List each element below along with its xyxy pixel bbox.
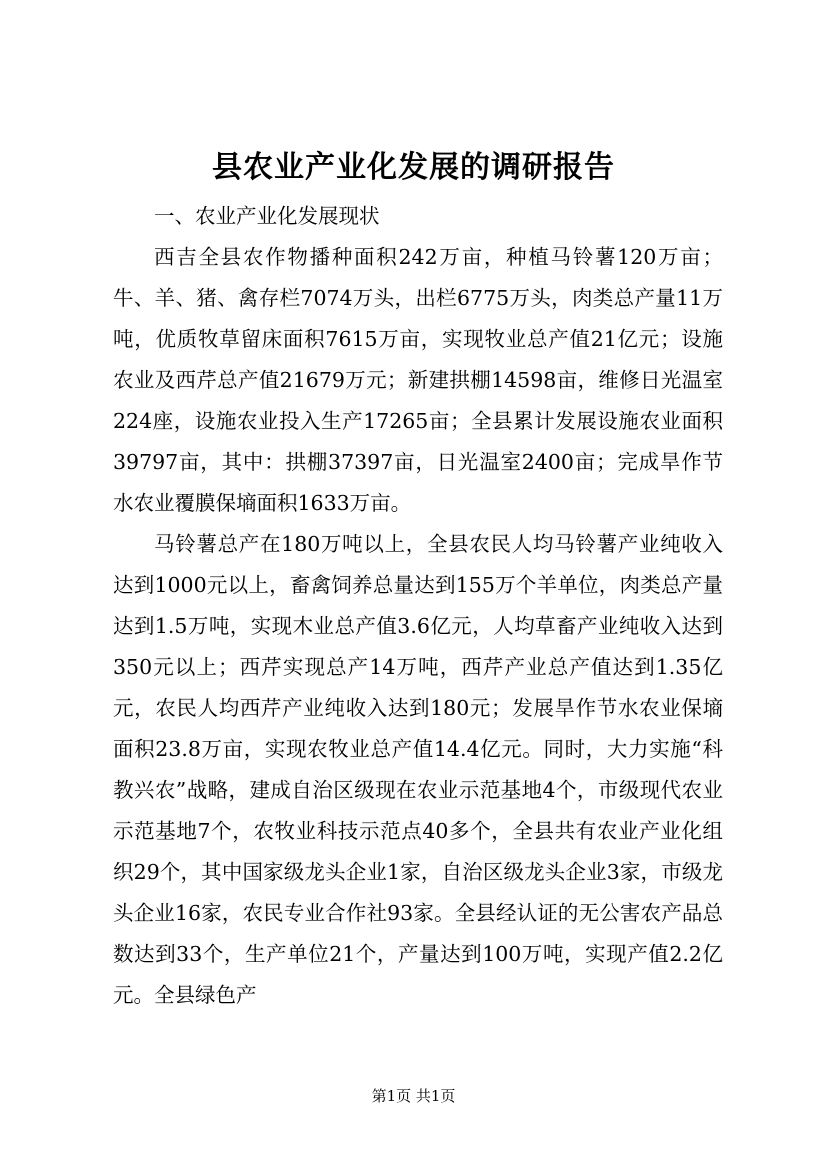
section-heading: 一、农业产业化发展现状: [154, 204, 380, 228]
page-footer: 第1页 共1页: [371, 1087, 456, 1105]
document-body: [113, 196, 723, 1016]
paragraph-1: 西吉全县农作物播种面积242万亩，种植马铃薯120万亩；牛、羊、猪、禽存栏7074万头，出栏6775万头，肉类总产量11万吨，优质牧草留床面积7615万亩，实现牧业总产值21亿元；设施农业及西芹总产值21679万元；新建拱棚14598亩，维修日光温室224座，设施农业投入生产17265亩；全县累计发展设施农业面积39797亩，其中：拱棚37397亩，日光温室2400亩；完成旱作节水农业覆膜保墒面积1633万亩。: [113, 245, 723, 515]
paragraph-2: 马铃薯总产在180万吨以上，全县农民人均马铃薯产业纯收入达到1000元以上，畜禽饲养总量达到155万个羊单位，肉类总产量达到1.5万吨，实现木业总产值3.6亿元，人均草畜产业纯收入达到350元以上；西芹实现总产14万吨，西芹产业总产值达到1.35亿元，农民人均西芹产业纯收入达到180元；发展旱作节水农业保墒面积23.8万亩，实现农牧业总产值14.4亿元。同时，大力实施“科教兴农”战略，建成自治区级现在农业示范基地4个，市级现代农业示范基地7个，农牧业科技示范点40多个，全县共有农业产业化组织29个，其中国家级龙头企业1家，自治区级龙头企业3家，市级龙头企业16家，农民专业合作社93家。全县经认证的无公害农产品总数达到33个，生产单位21个，产量达到100万吨，实现产值2.2亿元。全县绿色产: [113, 532, 723, 1007]
document-title: 县农业产业化发展的调研报告: [212, 150, 615, 185]
